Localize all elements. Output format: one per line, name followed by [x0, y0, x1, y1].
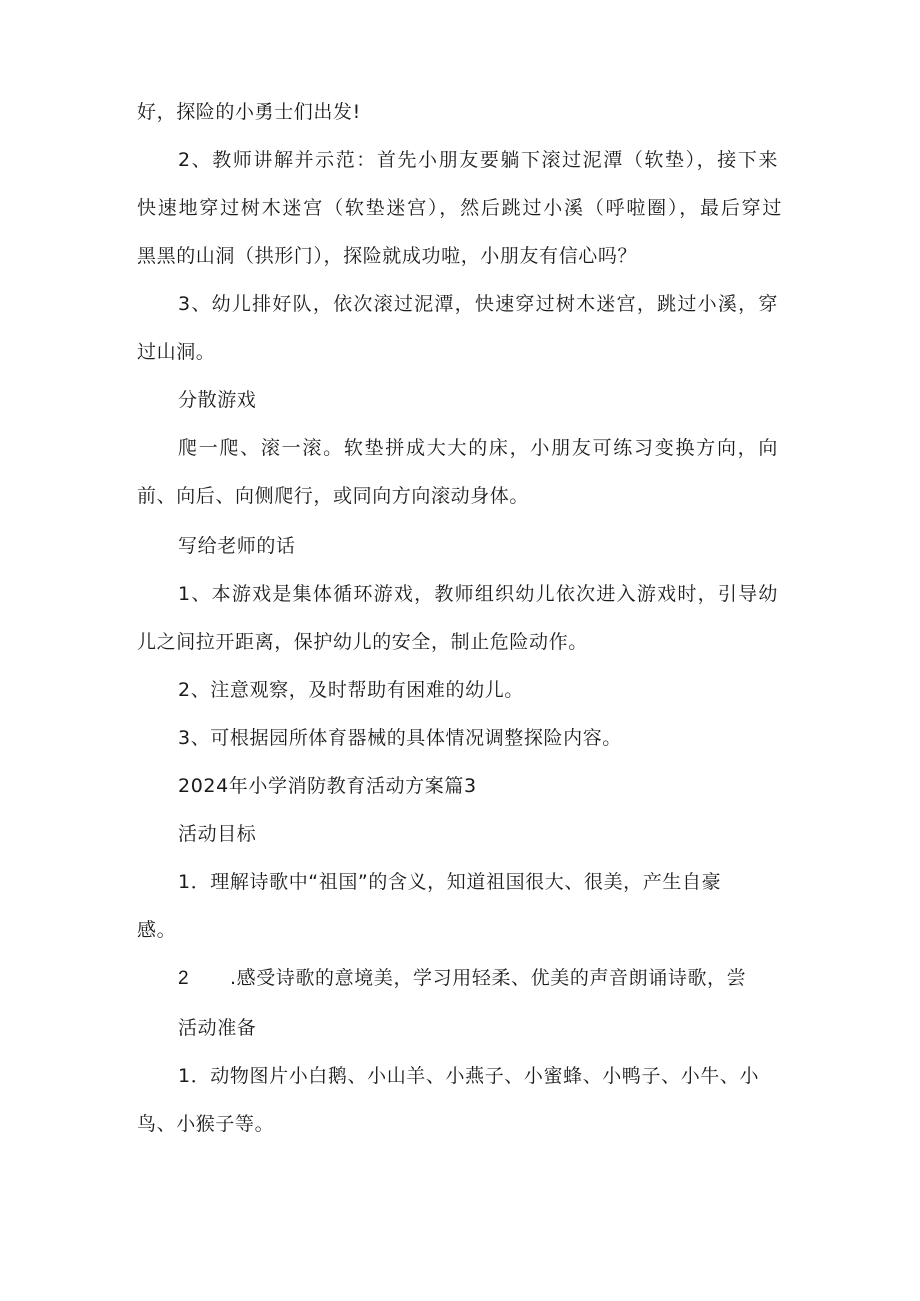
section-heading: 写给老师的话: [178, 535, 296, 557]
paragraph-line: 3、幼儿排好队，依次滚过泥潭，快速穿过树木迷宫，跳过小溪，穿: [178, 293, 778, 315]
paragraph-line: 2、教师讲解并示范：首先小朋友要躺下滚过泥潭（软垫），接下来: [178, 149, 778, 171]
section-heading: 分散游戏: [178, 389, 257, 411]
list-text: .感受诗歌的意境美，学习用轻柔、优美的声音朗诵诗歌，尝: [230, 967, 747, 989]
paragraph-line: 1．动物图片小白鹅、小山羊、小燕子、小蜜蜂、小鸭子、小牛、小: [178, 1065, 760, 1087]
list-number: 2: [178, 968, 190, 989]
section-heading: 活动准备: [178, 1017, 257, 1039]
paragraph-line: 黑黑的山洞（拱形门），探险就成功啦，小朋友有信心吗？: [137, 245, 638, 267]
paragraph-line: [178, 965, 746, 992]
paragraph-line: 爬一爬、滚一滚。软垫拼成大大的床，小朋友可练习变换方向，向: [178, 437, 778, 459]
paragraph-line: 好，探险的小勇士们出发!: [137, 101, 361, 123]
document-heading: 2024年小学消防教育活动方案篇3: [178, 775, 477, 797]
paragraph-line: 前、向后、向侧爬行，或同向方向滚动身体。: [137, 485, 530, 507]
paragraph-line: 快速地穿过树木迷宫（软垫迷宫），然后跳过小溪（呼啦圈），最后穿过: [137, 197, 782, 219]
paragraph-line: 1、本游戏是集体循环游戏，教师组织幼儿依次进入游戏时，引导幼: [178, 583, 778, 605]
paragraph-line: 过山洞。: [137, 341, 216, 363]
section-heading: 活动目标: [178, 823, 257, 845]
paragraph-line: 感。: [137, 919, 177, 941]
paragraph-line: 儿之间拉开距离，保护幼儿的安全，制止危险动作。: [137, 631, 588, 653]
paragraph-line: 2、注意观察，及时帮助有困难的幼儿。: [178, 679, 524, 701]
paragraph-line: 1．理解诗歌中“祖国”的含义，知道祖国很大、很美，产生自豪: [178, 871, 722, 893]
paragraph-line: 鸟、小猴子等。: [137, 1113, 275, 1135]
paragraph-line: 3、可根据园所体育器械的具体情况调整探险内容。: [178, 727, 622, 749]
